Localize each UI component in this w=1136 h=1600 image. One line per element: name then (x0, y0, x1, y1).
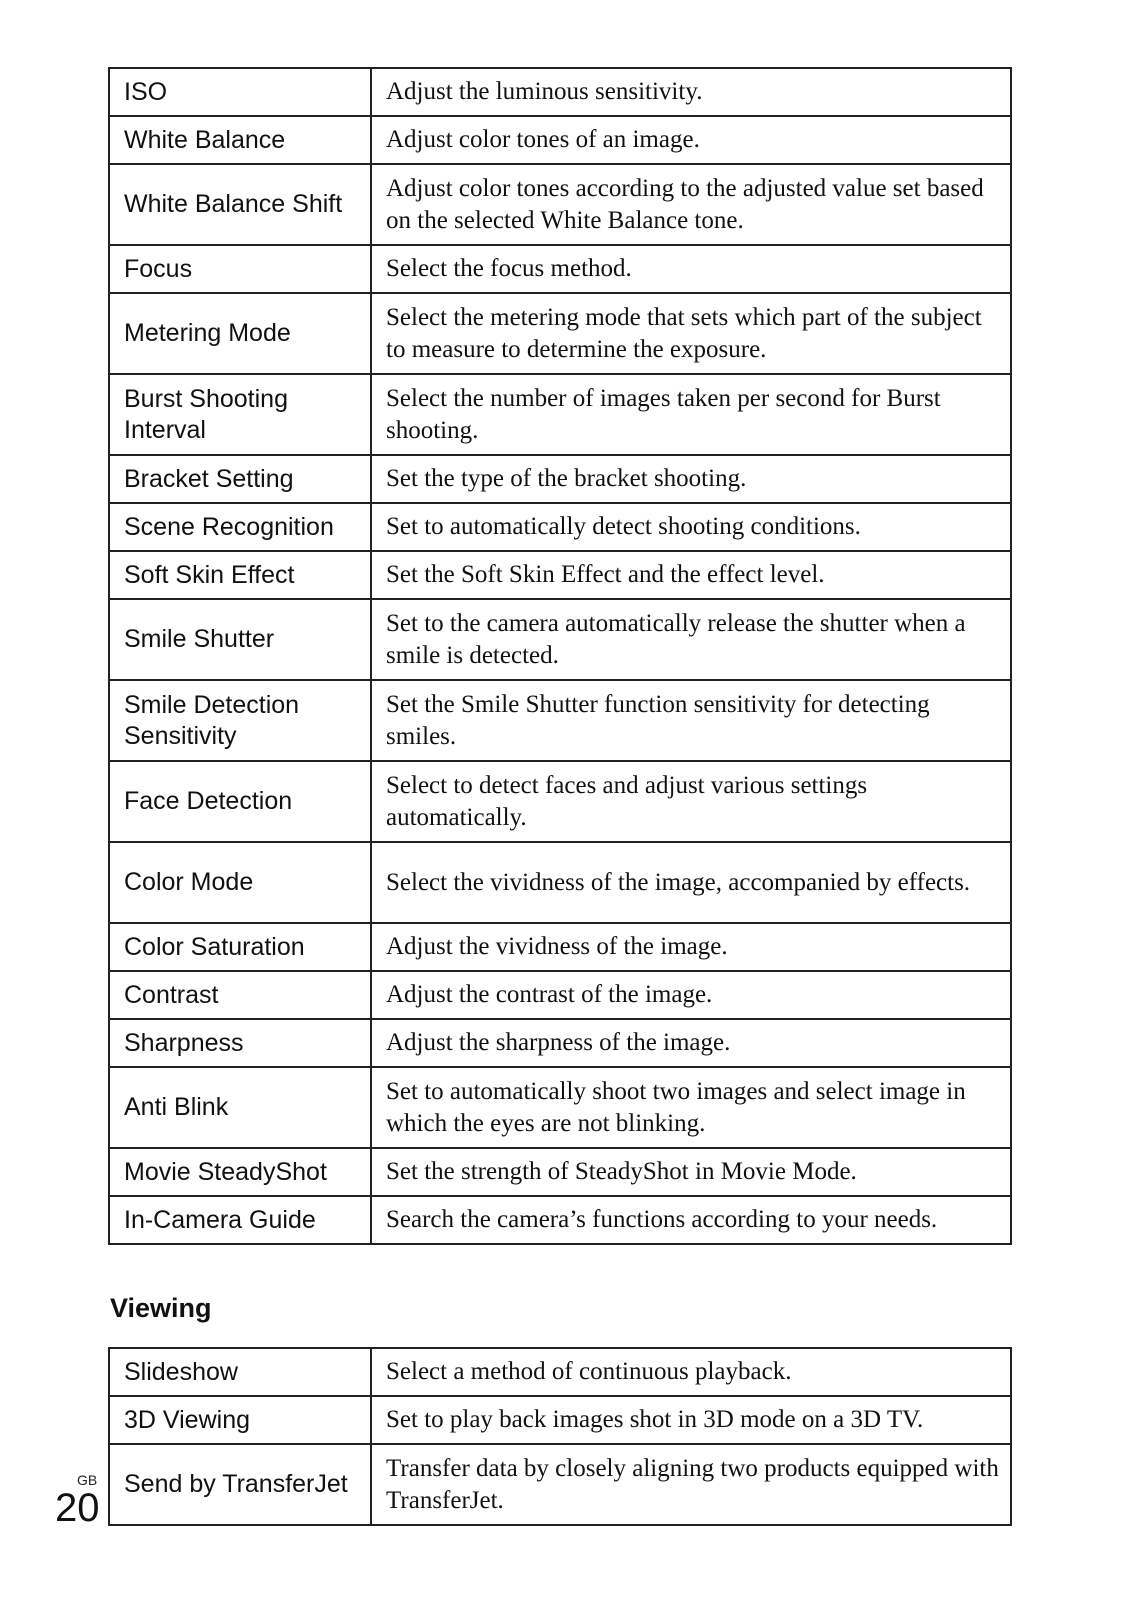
table-row (109, 164, 1011, 245)
function-description: Set to automatically shoot two images and select image in which the eyes are not blinking. (371, 1067, 1011, 1148)
function-name: Slideshow (109, 1348, 371, 1396)
function-name: Color Mode (109, 842, 371, 923)
function-description: Adjust the vividness of the image. (371, 923, 1011, 971)
function-name: Bracket Setting (109, 455, 371, 503)
function-name: Smile Detection Sensitivity (109, 680, 371, 761)
section-heading-viewing: Viewing (110, 1293, 212, 1323)
table-row (109, 293, 1011, 374)
function-name: Focus (109, 245, 371, 293)
function-description: Set the Smile Shutter function sensitivity for detecting smiles. (371, 680, 1011, 761)
table-row (109, 680, 1011, 761)
table-row (109, 761, 1011, 842)
table-row (109, 842, 1011, 923)
function-description: Adjust the contrast of the image. (371, 971, 1011, 1019)
function-name: Scene Recognition (109, 503, 371, 551)
function-description: Adjust color tones of an image. (371, 116, 1011, 164)
function-description: Select the vividness of the image, accompanied by effects. (371, 842, 1011, 923)
table-row (109, 455, 1011, 503)
function-description: Set to play back images shot in 3D mode on a 3D TV. (371, 1396, 1011, 1444)
function-description: Select to detect faces and adjust various settings automatically. (371, 761, 1011, 842)
function-description: Set to automatically detect shooting conditions. (371, 503, 1011, 551)
table-row (109, 1196, 1011, 1244)
function-name: Metering Mode (109, 293, 371, 374)
function-name: Anti Blink (109, 1067, 371, 1148)
table-row (109, 1348, 1011, 1396)
function-description: Select a method of continuous playback. (371, 1348, 1011, 1396)
table-row (109, 503, 1011, 551)
shooting-functions-table (108, 67, 1012, 1245)
function-name: Face Detection (109, 761, 371, 842)
function-description: Adjust color tones according to the adjusted value set based on the selected White Balance tone. (371, 164, 1011, 245)
table-row (109, 971, 1011, 1019)
function-name: Burst Shooting Interval (109, 374, 371, 455)
table-row (109, 923, 1011, 971)
table-row (109, 599, 1011, 680)
table-row (109, 68, 1011, 116)
function-name: In-Camera Guide (109, 1196, 371, 1244)
page-number: 20 (55, 1486, 100, 1530)
function-name: 3D Viewing (109, 1396, 371, 1444)
function-description: Set the strength of SteadyShot in Movie Mode. (371, 1148, 1011, 1196)
function-name: Send by TransferJet (109, 1444, 371, 1525)
function-name: Smile Shutter (109, 599, 371, 680)
table-row (109, 551, 1011, 599)
function-description: Set the Soft Skin Effect and the effect level. (371, 551, 1011, 599)
table-row (109, 1019, 1011, 1067)
function-name: ISO (109, 68, 371, 116)
table-row (109, 374, 1011, 455)
table-row (109, 1148, 1011, 1196)
function-description: Set the type of the bracket shooting. (371, 455, 1011, 503)
table-row (109, 1444, 1011, 1525)
function-name: Color Saturation (109, 923, 371, 971)
function-description: Select the number of images taken per second for Burst shooting. (371, 374, 1011, 455)
function-description: Select the focus method. (371, 245, 1011, 293)
language-code: GB (77, 1472, 98, 1488)
function-name: Soft Skin Effect (109, 551, 371, 599)
table-row (109, 1396, 1011, 1444)
function-name: White Balance (109, 116, 371, 164)
function-description: Transfer data by closely aligning two products equipped with TransferJet. (371, 1444, 1011, 1525)
function-description: Set to the camera automatically release the shutter when a smile is detected. (371, 599, 1011, 680)
table-row (109, 1067, 1011, 1148)
function-name: Sharpness (109, 1019, 371, 1067)
viewing-functions-table (108, 1347, 1012, 1526)
function-description: Adjust the luminous sensitivity. (371, 68, 1011, 116)
function-name: White Balance Shift (109, 164, 371, 245)
function-name: Contrast (109, 971, 371, 1019)
function-name: Movie SteadyShot (109, 1148, 371, 1196)
function-description: Select the metering mode that sets which part of the subject to measure to determine the exposure. (371, 293, 1011, 374)
table-row (109, 116, 1011, 164)
table-row (109, 245, 1011, 293)
function-description: Adjust the sharpness of the image. (371, 1019, 1011, 1067)
function-description: Search the camera’s functions according to your needs. (371, 1196, 1011, 1244)
